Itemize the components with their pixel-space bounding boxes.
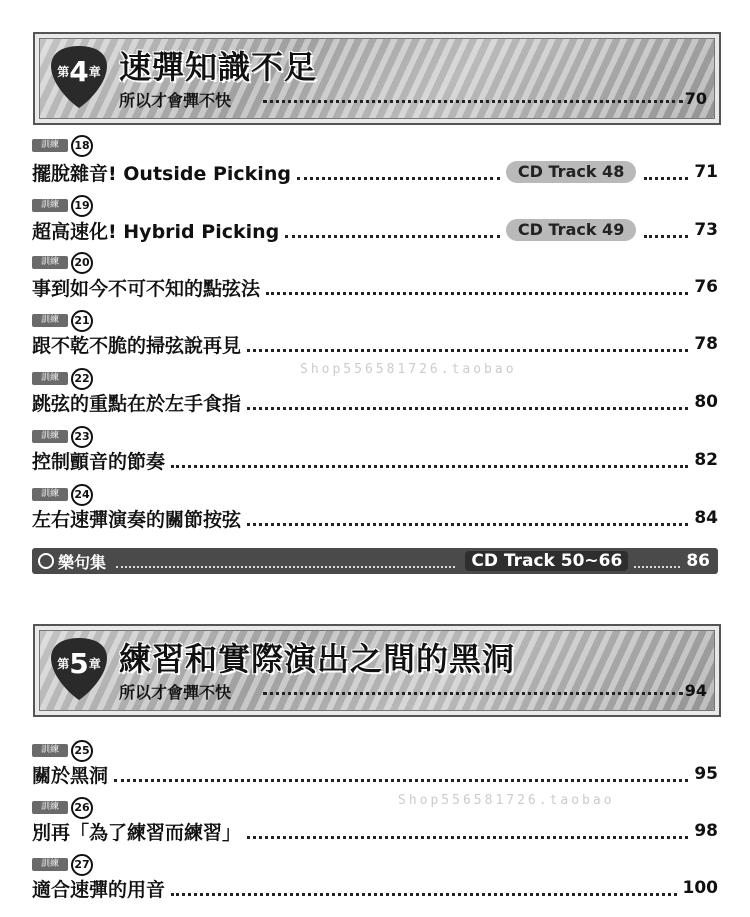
chapter-4-subtitle: 所以才會彈不快 bbox=[119, 91, 232, 110]
leader-dots bbox=[247, 511, 688, 526]
entry-title: 關於黑洞 bbox=[32, 764, 109, 787]
entry-title: 擺脫雜音! Outside Picking bbox=[32, 162, 291, 185]
toc-entry[interactable] bbox=[32, 332, 718, 356]
training-badge: 訓練 25 bbox=[32, 743, 93, 758]
cd-track-badge: CD Track 50~66 bbox=[465, 551, 628, 571]
toc-entry[interactable] bbox=[32, 275, 718, 299]
leader-dots bbox=[171, 881, 676, 896]
entry-title: 跳弦的重點在於左手食指 bbox=[32, 392, 242, 415]
chapter-4-page: 70 bbox=[684, 89, 707, 108]
toc-entry[interactable] bbox=[32, 218, 718, 242]
toc-entry[interactable] bbox=[32, 160, 718, 184]
training-badge: 訓練 18 bbox=[32, 138, 93, 153]
leader-dots bbox=[114, 767, 688, 782]
leader-dots bbox=[297, 165, 500, 180]
entry-title: 左右速彈演奏的關節按弦 bbox=[32, 508, 242, 531]
entry-page: 76 bbox=[694, 277, 718, 297]
entry-page: 80 bbox=[694, 392, 718, 412]
toc-entry[interactable] bbox=[32, 390, 718, 414]
toc-entry[interactable] bbox=[32, 506, 718, 530]
entry-page: 100 bbox=[682, 878, 718, 898]
chapter-5-title: 練習和實際演出之間的黑洞 bbox=[119, 640, 516, 678]
entry-page: 98 bbox=[694, 821, 718, 841]
entry-page: 95 bbox=[694, 764, 718, 784]
toc-entry[interactable] bbox=[32, 762, 718, 786]
leader-dots bbox=[247, 824, 688, 839]
cd-track-badge: CD Track 49 bbox=[506, 219, 636, 241]
phrase-collection-bar[interactable] bbox=[32, 548, 718, 574]
training-badge: 訓練 21 bbox=[32, 313, 93, 328]
leader-dots bbox=[644, 165, 688, 180]
chapter-4-number: 第4章 bbox=[57, 55, 101, 88]
chapter-5-banner bbox=[33, 624, 721, 717]
training-badge: 訓練 22 bbox=[32, 371, 93, 386]
training-badge: 訓練 24 bbox=[32, 487, 93, 502]
cd-track-badge: CD Track 48 bbox=[506, 161, 636, 183]
toc-entry[interactable] bbox=[32, 448, 718, 472]
entry-title: 控制顫音的節奏 bbox=[32, 450, 166, 473]
toc-entry[interactable] bbox=[32, 819, 718, 843]
training-badge: 訓練 23 bbox=[32, 429, 93, 444]
entry-title: 別再「為了練習而練習」 bbox=[32, 821, 242, 844]
training-badge: 訓練 20 bbox=[32, 255, 93, 270]
entry-title: 跟不乾不脆的掃弦說再見 bbox=[32, 334, 242, 357]
leader-dots bbox=[644, 223, 688, 238]
training-badge: 訓練 26 bbox=[32, 800, 93, 815]
toc-entry[interactable] bbox=[32, 876, 718, 900]
watermark: Shop556581726.taobao bbox=[300, 362, 517, 377]
leader-dots bbox=[285, 223, 500, 238]
entry-page: 84 bbox=[694, 508, 718, 528]
leader-dots bbox=[266, 280, 688, 295]
leader-dots bbox=[116, 554, 455, 568]
leader-dots bbox=[171, 453, 688, 468]
leader-dots bbox=[247, 395, 688, 410]
circle-icon bbox=[38, 553, 54, 569]
phrase-collection-label: 樂句集 bbox=[58, 552, 107, 572]
training-badge: 訓練 27 bbox=[32, 857, 93, 872]
leader-dots bbox=[263, 692, 683, 695]
entry-title: 適合速彈的用音 bbox=[32, 878, 166, 901]
training-badge: 訓練 19 bbox=[32, 198, 93, 213]
entry-title: 超高速化! Hybrid Picking bbox=[32, 220, 280, 243]
watermark: Shop556581726.taobao bbox=[398, 793, 615, 808]
entry-page: 78 bbox=[694, 334, 718, 354]
chapter-4-title: 速彈知識不足 bbox=[119, 48, 318, 86]
phrase-collection-page: 86 bbox=[686, 551, 710, 571]
entry-page: 82 bbox=[694, 450, 718, 470]
chapter-5-subtitle: 所以才會彈不快 bbox=[119, 683, 232, 702]
leader-dots bbox=[263, 100, 683, 103]
entry-page: 73 bbox=[694, 220, 718, 240]
entry-page: 71 bbox=[694, 162, 718, 182]
chapter-5-page: 94 bbox=[684, 681, 707, 700]
entry-title: 事到如今不可不知的點弦法 bbox=[32, 277, 261, 300]
chapter-4-banner bbox=[33, 32, 721, 125]
leader-dots bbox=[634, 554, 680, 568]
chapter-5-number: 第5章 bbox=[57, 647, 101, 680]
leader-dots bbox=[247, 337, 688, 352]
